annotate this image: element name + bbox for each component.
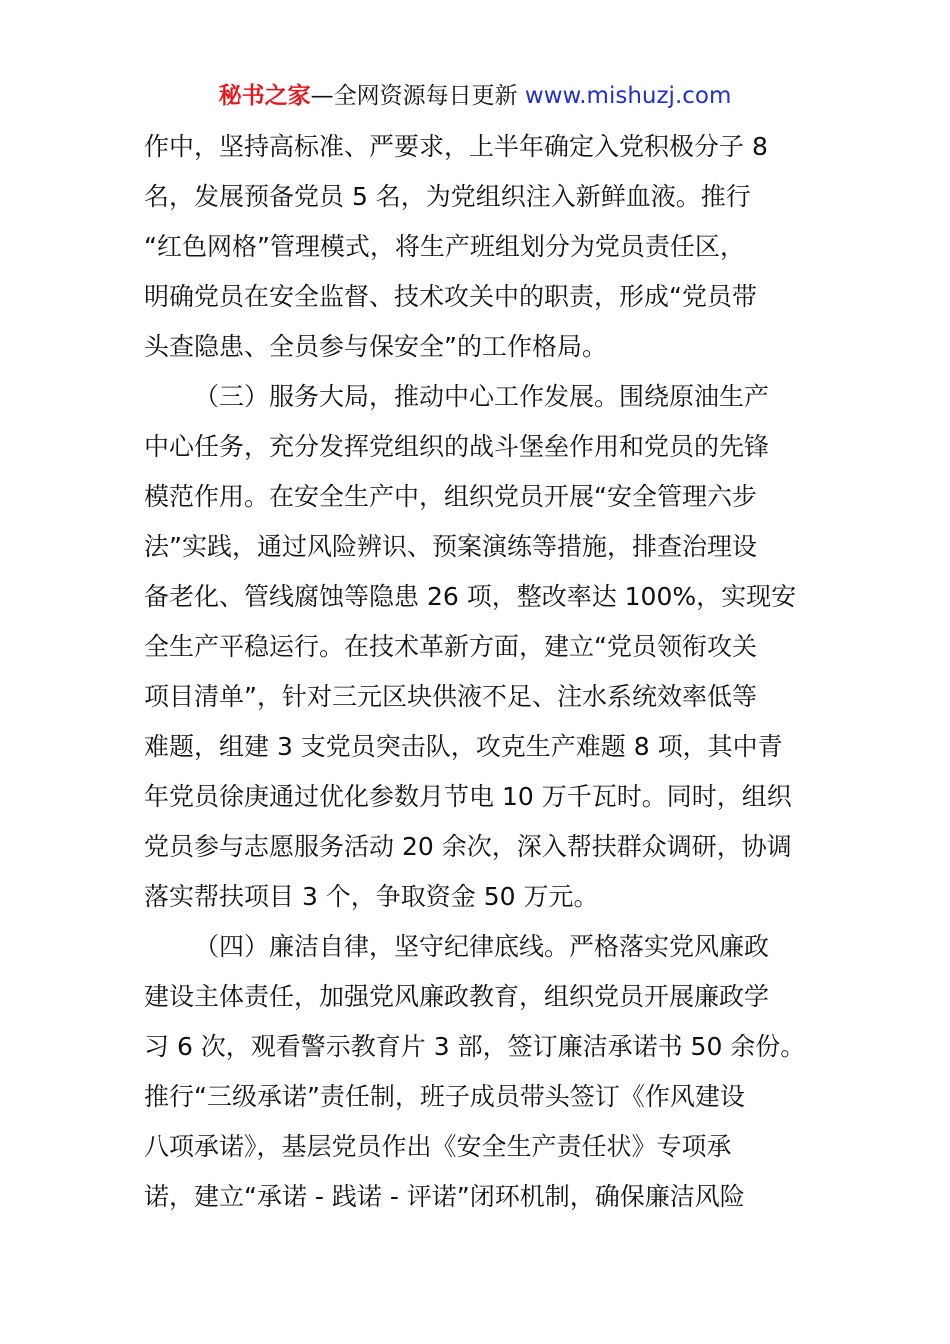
text-line: 八项承诺》，基层党员作出《安全生产责任状》专项承 — [144, 1132, 732, 1161]
site-url-link[interactable]: www.mishuzj.com — [524, 83, 732, 109]
text-line: “红色网格”管理模式，将生产班组划分为党员责任区， — [144, 232, 745, 261]
text-line: 头查隐患、全员参与保安全”的工作格局。 — [144, 332, 607, 361]
text-line: 难题，组建 3 支党员突击队，攻克生产难题 8 项，其中青 — [144, 732, 783, 761]
text-line: 习 6 次，观看警示教育片 3 部，签订廉洁承诺书 50 余份。 — [144, 1032, 806, 1061]
text-line: 备老化、管线腐蚀等隐患 26 项，整改率达 100%，实现安 — [144, 582, 797, 611]
header-tagline: —全网资源每日更新 — [310, 83, 518, 109]
text-line: 全生产平稳运行。在技术革新方面，建立“党员领衔攻关 — [144, 632, 757, 661]
text-line: 落实帮扶项目 3 个，争取资金 50 万元。 — [144, 882, 599, 911]
text-line: 作中，坚持高标准、严要求，上半年确定入党积极分子 8 — [144, 132, 768, 161]
text-line: 党员参与志愿服务活动 20 余次，深入帮扶群众调研，协调 — [144, 832, 792, 861]
text-line: 诺，建立“承诺 - 践诺 - 评诺”闭环机制，确保廉洁风险 — [144, 1182, 745, 1211]
text-line: 建设主体责任，加强党风廉政教育，组织党员开展廉政学 — [144, 982, 770, 1011]
text-line: 模范作用。在安全生产中，组织党员开展“安全管理六步 — [144, 482, 757, 511]
site-header — [0, 80, 950, 112]
document-body — [144, 122, 808, 1222]
section-heading-line: （四）廉洁自律，坚守纪律底线。严格落实党风廉政 — [194, 932, 770, 961]
text-line: 明确党员在安全监督、技术攻关中的职责，形成“党员带 — [144, 282, 757, 311]
text-line: 法”实践，通过风险辨识、预案演练等措施，排查治理设 — [144, 532, 757, 561]
text-line: 年党员徐庚通过优化参数月节电 10 万千瓦时。同时，组织 — [144, 782, 792, 811]
text-line: 推行“三级承诺”责任制，班子成员带头签订《作风建设 — [144, 1082, 745, 1111]
brand-name: 秘书之家 — [218, 83, 311, 109]
text-line: 项目清单”，针对三元区块供液不足、注水系统效率低等 — [144, 682, 757, 711]
text-line: 中心任务，充分发挥党组织的战斗堡垒作用和党员的先锋 — [144, 432, 770, 461]
text-line: 名，发展预备党员 5 名，为党组织注入新鲜血液。推行 — [144, 182, 751, 211]
section-heading-line: （三）服务大局，推动中心工作发展。围绕原油生产 — [194, 382, 770, 411]
